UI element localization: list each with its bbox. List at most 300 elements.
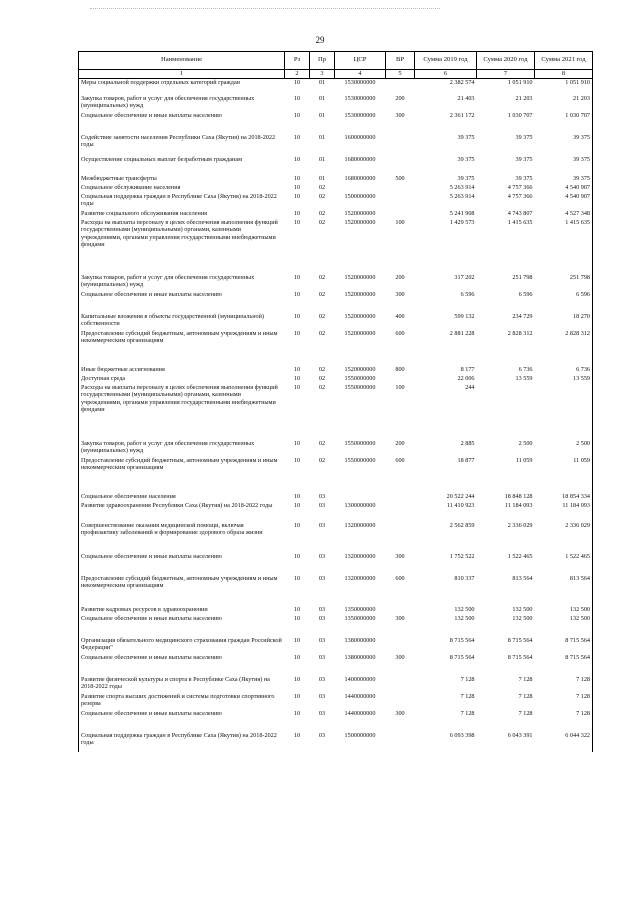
row-sum-2019: 132 500 <box>454 614 475 622</box>
row-rz: 10 <box>293 312 301 320</box>
row-pr: 03 <box>318 636 326 644</box>
header-rz: Рз <box>285 52 310 70</box>
header-name: Наименование <box>79 52 285 70</box>
row-pr: 02 <box>318 192 326 200</box>
row-csr: 1380000000 <box>344 653 376 661</box>
row-name: Социальное обеспечение и иные выплаты населению <box>79 710 285 732</box>
table-row <box>79 493 593 502</box>
row-sum-2021: 132 500 <box>535 615 593 637</box>
row-sum-2021: 39 375 <box>535 134 593 156</box>
row-rz: 10 <box>293 521 301 529</box>
row-rz: 10 <box>293 329 301 337</box>
row-sum-2021: 7 128 <box>535 693 593 710</box>
row-csr: 1520000000 <box>344 312 376 320</box>
row-sum-2021: 39 375 <box>535 156 593 175</box>
table-body <box>79 79 593 752</box>
table-row <box>79 710 593 732</box>
row-sum-2019: 22 006 <box>457 374 475 382</box>
row-pr: 03 <box>318 492 326 500</box>
row-sum-2019: 2 885 <box>460 439 475 447</box>
row-pr: 02 <box>318 209 326 217</box>
row-pr: 02 <box>318 218 326 226</box>
row-sum-2021: 13 559 <box>535 375 593 384</box>
row-sum-2020: 1 415 635 <box>507 218 533 226</box>
row-vr: 300 <box>395 111 405 119</box>
scan-artifact-line <box>90 8 440 11</box>
row-name: Организация обязательного медицинского страхования граждан Российской Федерации" <box>79 637 285 654</box>
table-row <box>79 502 593 522</box>
table-row <box>79 175 593 184</box>
table-row <box>79 313 593 330</box>
table-row <box>79 637 593 654</box>
row-sum-2020: 4 757 366 <box>507 183 533 191</box>
row-sum-2020: 11 184 093 <box>504 501 533 509</box>
row-vr: 100 <box>395 218 405 226</box>
table-row <box>79 210 593 219</box>
row-sum-2020: 1 522 465 <box>507 552 533 560</box>
table-row <box>79 654 593 676</box>
row-sum-2020: 39 375 <box>515 174 533 182</box>
row-name: Развитие физической культуры и спорта в Республике Саха (Якутия) на 2018-2022 годы <box>79 676 285 693</box>
row-rz: 10 <box>293 155 301 163</box>
row-rz: 10 <box>293 111 301 119</box>
row-csr: 1530000000 <box>344 94 376 102</box>
column-number: 6 <box>415 70 477 79</box>
table-row <box>79 575 593 606</box>
row-sum-2020: 7 128 <box>518 692 533 700</box>
row-vr <box>386 637 415 654</box>
row-pr: 02 <box>318 290 326 298</box>
row-csr: 1680000000 <box>344 174 376 182</box>
row-vr <box>386 184 415 193</box>
row-sum-2020: 13 559 <box>515 374 533 382</box>
row-sum-2020: 18 848 128 <box>504 492 533 500</box>
row-sum-2019: 39 375 <box>457 174 475 182</box>
row-rz: 10 <box>293 605 301 613</box>
row-name: Развитие спорта высших достижений и системы подготовки спортивного резерва <box>79 693 285 710</box>
row-sum-2021: 1 522 465 <box>535 553 593 575</box>
row-rz: 10 <box>293 552 301 560</box>
row-vr <box>386 732 415 752</box>
table-row <box>79 375 593 384</box>
table-row <box>79 184 593 193</box>
header-row <box>79 52 593 70</box>
row-pr: 02 <box>318 374 326 382</box>
row-rz: 10 <box>293 209 301 217</box>
row-csr: 1320000000 <box>344 552 376 560</box>
row-csr: 1520000000 <box>344 329 376 337</box>
column-number: 7 <box>477 70 535 79</box>
row-name: Расходы на выплаты персоналу в целях обеспечения выполнения функций государственными (муниципальными) органами, казенными учреждениями, органами управления государственными внебюджетными фондами <box>79 384 285 440</box>
row-sum-2019: 244 <box>465 383 475 391</box>
row-vr: 500 <box>395 174 405 182</box>
row-sum-2019: 8 715 564 <box>449 636 475 644</box>
row-pr: 02 <box>318 312 326 320</box>
row-sum-2021: 251 798 <box>535 274 593 291</box>
table-row <box>79 112 593 134</box>
table-row <box>79 522 593 553</box>
row-name: Закупка товаров, работ и услуг для обеспечения государственных (муниципальных) нужд <box>79 95 285 112</box>
row-rz: 10 <box>293 653 301 661</box>
row-pr: 03 <box>318 552 326 560</box>
row-vr: 600 <box>395 329 405 337</box>
header-pr: Пр <box>310 52 335 70</box>
column-number: 8 <box>535 70 593 79</box>
column-number: 2 <box>285 70 310 79</box>
row-vr: 100 <box>395 383 405 391</box>
row-rz: 10 <box>293 501 301 509</box>
row-pr: 03 <box>318 605 326 613</box>
row-vr: 300 <box>395 552 405 560</box>
row-pr: 02 <box>318 329 326 337</box>
row-sum-2019: 39 375 <box>457 133 475 141</box>
table-row <box>79 440 593 457</box>
row-sum-2020: 2 500 <box>518 439 533 447</box>
column-number: 1 <box>79 70 285 79</box>
column-number: 3 <box>310 70 335 79</box>
row-rz: 10 <box>293 365 301 373</box>
row-sum-2020: 39 375 <box>515 155 533 163</box>
row-vr: 300 <box>395 614 405 622</box>
row-sum-2020: 4 757 366 <box>507 192 533 200</box>
table-row <box>79 79 593 95</box>
row-rz: 10 <box>293 383 301 391</box>
table-row <box>79 615 593 637</box>
row-sum-2019: 5 263 914 <box>449 192 475 200</box>
row-sum-2021: 1 030 707 <box>535 112 593 134</box>
row-name: Развитие здравоохранения Республики Саха (Якутия) на 2018-2022 годы <box>79 502 285 522</box>
row-sum-2020: 251 798 <box>512 273 533 281</box>
row-pr: 01 <box>318 94 326 102</box>
row-pr: 02 <box>318 439 326 447</box>
row-sum-2019: 2 382 574 <box>449 79 475 86</box>
row-csr: 1550000000 <box>344 456 376 464</box>
row-sum-2020: 234 729 <box>512 312 533 320</box>
row-sum-2020: 813 564 <box>512 574 533 582</box>
row-csr: 1520000000 <box>344 273 376 281</box>
table-row <box>79 732 593 752</box>
row-sum-2021: 21 203 <box>535 95 593 112</box>
row-vr <box>386 693 415 710</box>
row-name: Капитальные вложения в объекты государственной (муниципальной) собственности <box>79 313 285 330</box>
row-sum-2020: 6 736 <box>518 365 533 373</box>
row-name: Социальная поддержка граждан в Республике Саха (Якутия) на 2018-2022 годы <box>79 193 285 210</box>
row-sum-2020: 21 203 <box>515 94 533 102</box>
row-rz: 10 <box>293 133 301 141</box>
row-sum-2019: 21 403 <box>457 94 475 102</box>
row-rz: 10 <box>293 731 301 739</box>
budget-table <box>78 51 593 752</box>
row-pr: 03 <box>318 692 326 700</box>
row-sum-2019: 20 522 244 <box>446 492 475 500</box>
row-sum-2020: 1 030 707 <box>507 111 533 119</box>
row-sum-2020: 39 375 <box>515 133 533 141</box>
row-vr: 200 <box>395 273 405 281</box>
row-name: Межбюджетные трансферты <box>79 175 285 184</box>
row-vr: 300 <box>395 290 405 298</box>
table-row <box>79 219 593 274</box>
row-csr: 1320000000 <box>344 574 376 582</box>
row-sum-2021: 813 564 <box>535 575 593 606</box>
row-sum-2020 <box>477 384 535 440</box>
row-csr: 1350000000 <box>344 614 376 622</box>
row-sum-2020: 2 336 029 <box>507 521 533 529</box>
table-row <box>79 693 593 710</box>
table-row <box>79 366 593 375</box>
row-csr: 1520000000 <box>344 218 376 226</box>
row-name: Социальное обслуживание населения <box>79 184 285 193</box>
row-rz: 10 <box>293 636 301 644</box>
row-csr: 1300000000 <box>344 501 376 509</box>
row-rz: 10 <box>293 374 301 382</box>
row-pr: 02 <box>318 365 326 373</box>
row-csr <box>335 184 386 193</box>
row-csr: 1320000000 <box>344 521 376 529</box>
row-csr: 1600000000 <box>344 133 376 141</box>
row-vr <box>386 493 415 502</box>
row-sum-2020: 11 059 <box>515 456 533 464</box>
row-pr: 03 <box>318 501 326 509</box>
row-csr: 1550000000 <box>344 383 376 391</box>
table-row <box>79 457 593 493</box>
row-name: Социальное обеспечение и иные выплаты населению <box>79 615 285 637</box>
row-pr: 03 <box>318 731 326 739</box>
row-sum-2019: 8 715 564 <box>449 653 475 661</box>
row-name: Предоставление субсидий бюджетным, автономным учреждениям и иным некоммерческим организациям <box>79 575 285 606</box>
row-pr: 03 <box>318 521 326 529</box>
row-vr: 600 <box>395 456 405 464</box>
table-row <box>79 606 593 615</box>
row-sum-2020: 132 500 <box>512 605 533 613</box>
row-csr: 1550000000 <box>344 374 376 382</box>
row-rz: 10 <box>293 218 301 226</box>
row-vr <box>386 502 415 522</box>
page-number: 29 <box>315 35 325 45</box>
row-sum-2021: 7 128 <box>535 710 593 732</box>
row-rz: 10 <box>293 174 301 182</box>
row-rz: 10 <box>293 492 301 500</box>
row-name: Совершенствование оказания медицинской помощи, включая профилактику заболеваний и формирование здорового образа жизни <box>79 522 285 553</box>
column-number-row <box>79 70 593 79</box>
row-name: Социальное обеспечение и иные выплаты населению <box>79 553 285 575</box>
row-name: Социальное обеспечение и иные выплаты населению <box>79 654 285 676</box>
row-sum-2021: 2 336 029 <box>535 522 593 553</box>
row-csr: 1520000000 <box>344 209 376 217</box>
row-pr: 02 <box>318 456 326 464</box>
row-sum-2020: 6 043 391 <box>507 731 533 739</box>
row-pr: 01 <box>318 133 326 141</box>
header-sum-2021: Сумма 2021 год <box>535 52 593 70</box>
row-pr: 01 <box>318 111 326 119</box>
row-pr: 01 <box>318 79 326 86</box>
row-sum-2019: 317 202 <box>454 273 475 281</box>
row-sum-2021: 18 854 334 <box>535 493 593 502</box>
row-pr: 02 <box>318 273 326 281</box>
row-pr: 02 <box>318 383 326 391</box>
row-sum-2019: 7 128 <box>460 692 475 700</box>
row-sum-2021: 6 596 <box>535 291 593 313</box>
row-pr: 03 <box>318 574 326 582</box>
row-pr: 03 <box>318 614 326 622</box>
row-vr: 800 <box>395 365 405 373</box>
row-sum-2021: 8 715 564 <box>535 637 593 654</box>
row-rz: 10 <box>293 456 301 464</box>
row-rz: 10 <box>293 439 301 447</box>
row-sum-2021: 1 415 635 <box>535 219 593 274</box>
row-sum-2021: 1 051 910 <box>535 79 593 95</box>
row-csr: 1530000000 <box>344 79 376 86</box>
row-rz: 10 <box>293 675 301 683</box>
row-vr <box>386 79 415 95</box>
row-name: Развитие социального обслуживания населения <box>79 210 285 219</box>
row-sum-2019: 1 752 522 <box>449 552 475 560</box>
row-csr: 1530000000 <box>344 111 376 119</box>
row-rz: 10 <box>293 574 301 582</box>
row-sum-2019: 18 877 <box>457 456 475 464</box>
row-name: Содействие занятости населения Республики Саха (Якутия) на 2018-2022 годы <box>79 134 285 156</box>
row-pr: 01 <box>318 174 326 182</box>
row-sum-2021 <box>535 384 593 440</box>
table-row <box>79 95 593 112</box>
row-csr: 1440000000 <box>344 692 376 700</box>
row-vr: 300 <box>395 709 405 717</box>
row-vr: 400 <box>395 312 405 320</box>
row-sum-2021: 11 059 <box>535 457 593 493</box>
row-sum-2019: 5 241 908 <box>449 209 475 217</box>
row-sum-2019: 7 128 <box>460 709 475 717</box>
row-sum-2019: 7 128 <box>460 675 475 683</box>
row-sum-2019: 1 429 573 <box>449 218 475 226</box>
row-csr: 1400000000 <box>344 675 376 683</box>
row-vr <box>386 134 415 156</box>
row-vr <box>386 522 415 553</box>
row-sum-2020: 2 828 312 <box>507 329 533 337</box>
header-sum-2019: Сумма 2019 год <box>415 52 477 70</box>
column-number: 4 <box>335 70 386 79</box>
row-rz: 10 <box>293 709 301 717</box>
row-sum-2021: 4 540 907 <box>535 193 593 210</box>
row-vr <box>386 210 415 219</box>
row-sum-2021: 7 128 <box>535 676 593 693</box>
row-sum-2019: 2 562 859 <box>449 521 475 529</box>
row-name: Иные бюджетные ассигнования <box>79 366 285 375</box>
row-vr <box>386 193 415 210</box>
table-row <box>79 274 593 291</box>
row-sum-2019: 810 337 <box>454 574 475 582</box>
row-sum-2020: 8 715 564 <box>507 636 533 644</box>
row-csr: 1350000000 <box>344 605 376 613</box>
header-sum-2020: Сумма 2020 год <box>477 52 535 70</box>
row-sum-2019: 5 263 914 <box>449 183 475 191</box>
row-rz: 10 <box>293 614 301 622</box>
row-vr: 600 <box>395 574 405 582</box>
row-vr: 300 <box>395 653 405 661</box>
row-sum-2021: 11 184 093 <box>535 502 593 522</box>
row-name: Социальная поддержка граждан в Республике Саха (Якутия) на 2018-2022 годы <box>79 732 285 752</box>
row-csr: 1680000000 <box>344 155 376 163</box>
row-rz: 10 <box>293 94 301 102</box>
row-csr: 1550000000 <box>344 439 376 447</box>
table-row <box>79 156 593 175</box>
row-rz: 10 <box>293 79 301 86</box>
table-row <box>79 384 593 440</box>
row-rz: 10 <box>293 192 301 200</box>
table-row <box>79 291 593 313</box>
table-row <box>79 193 593 210</box>
row-sum-2019: 2 881 228 <box>449 329 475 337</box>
row-pr: 02 <box>318 183 326 191</box>
row-sum-2019: 2 361 172 <box>449 111 475 119</box>
row-name: Развитие кадровых ресурсов в здравоохранении <box>79 606 285 615</box>
row-name: Меры социальной поддержки отдельных категорий граждан <box>79 79 285 95</box>
row-sum-2021: 6 736 <box>535 366 593 375</box>
row-pr: 01 <box>318 155 326 163</box>
row-sum-2020: 132 500 <box>512 614 533 622</box>
header-csr: ЦСР <box>335 52 386 70</box>
column-number: 5 <box>386 70 415 79</box>
table-row <box>79 553 593 575</box>
table-row <box>79 676 593 693</box>
row-sum-2021: 2 500 <box>535 440 593 457</box>
row-csr: 1380000000 <box>344 636 376 644</box>
row-vr: 200 <box>395 94 405 102</box>
row-vr <box>386 156 415 175</box>
row-vr <box>386 375 415 384</box>
table-row <box>79 330 593 366</box>
row-rz: 10 <box>293 273 301 281</box>
row-sum-2020: 7 128 <box>518 675 533 683</box>
row-name: Предоставление субсидий бюджетным, автономным учреждениям и иным некоммерческим организациям <box>79 457 285 493</box>
row-name: Закупка товаров, работ и услуг для обеспечения государственных (муниципальных) нужд <box>79 440 285 457</box>
row-sum-2019: 599 132 <box>454 312 475 320</box>
row-sum-2020: 4 743 807 <box>507 209 533 217</box>
row-csr: 1520000000 <box>344 365 376 373</box>
row-pr: 03 <box>318 653 326 661</box>
row-vr: 200 <box>395 439 405 447</box>
row-name: Социальное обеспечение и иные выплаты населению <box>79 112 285 134</box>
row-name: Социальное обеспечение и иные выплаты населению <box>79 291 285 313</box>
row-sum-2019: 6 093 398 <box>449 731 475 739</box>
row-sum-2021: 8 715 564 <box>535 654 593 676</box>
row-name: Социальное обеспечение населения <box>79 493 285 502</box>
row-sum-2019: 8 177 <box>460 365 475 373</box>
header-vr: ВР <box>386 52 415 70</box>
row-sum-2021: 4 527 348 <box>535 210 593 219</box>
row-pr: 03 <box>318 709 326 717</box>
row-csr: 1440000000 <box>344 709 376 717</box>
row-csr: 1500000000 <box>344 192 376 200</box>
row-sum-2019: 39 375 <box>457 155 475 163</box>
row-name: Осуществление социальных выплат безработным гражданам <box>79 156 285 175</box>
row-sum-2020: 8 715 564 <box>507 653 533 661</box>
row-rz: 10 <box>293 290 301 298</box>
row-csr <box>335 493 386 502</box>
table-row <box>79 134 593 156</box>
row-sum-2021: 6 044 322 <box>535 732 593 752</box>
row-name: Закупка товаров, работ и услуг для обеспечения государственных (муниципальных) нужд <box>79 274 285 291</box>
row-sum-2020: 7 128 <box>518 709 533 717</box>
row-sum-2020: 1 051 910 <box>507 79 533 86</box>
row-sum-2020: 6 596 <box>518 290 533 298</box>
row-sum-2019: 132 500 <box>454 605 475 613</box>
row-sum-2019: 6 596 <box>460 290 475 298</box>
row-sum-2021: 4 540 907 <box>535 184 593 193</box>
row-sum-2021: 39 375 <box>535 175 593 184</box>
row-sum-2019: 11 410 923 <box>446 501 475 509</box>
row-rz: 10 <box>293 692 301 700</box>
row-name: Расходы на выплаты персоналу в целях обеспечения выполнения функций государственными (муниципальными) органами, казенными учреждениями, органами управления государственными внебюджетными фондами <box>79 219 285 274</box>
row-sum-2021: 132 500 <box>535 606 593 615</box>
